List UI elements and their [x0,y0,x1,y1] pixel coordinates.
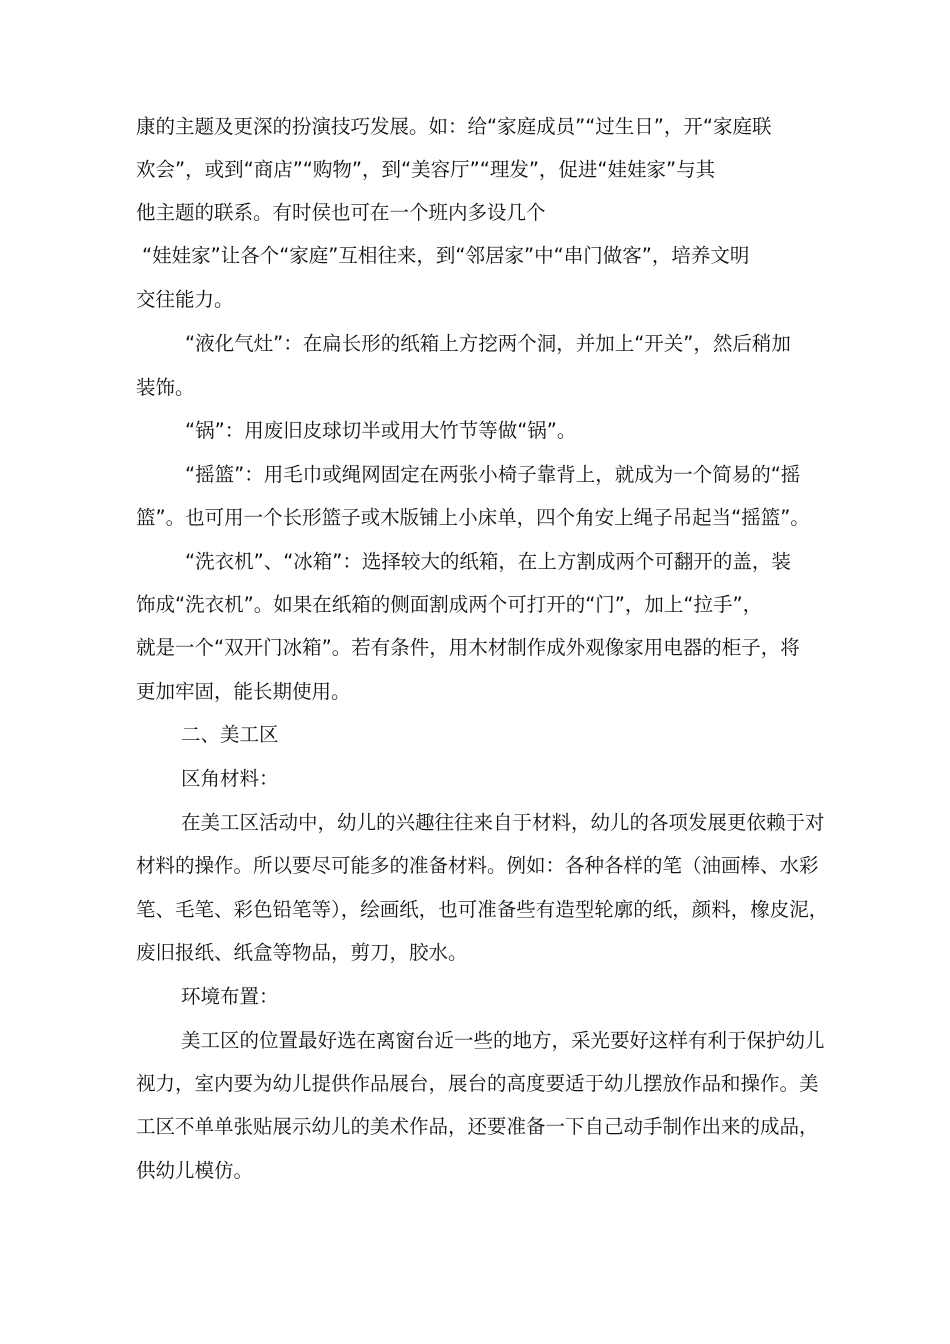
text-line: 交往能力。 [136,288,234,311]
text-line: “锅”：用废旧皮球切半或用大竹节等做“锅”。 [185,419,577,442]
text-line: “洗衣机”、“冰箱”：选择较大的纸箱，在上方割成两个可翻开的盖，装 [185,550,791,573]
text-line: 供幼儿模仿。 [136,1159,254,1182]
text-line: 工区不单单张贴展示幼儿的美术作品，还要准备一下自己动手制作出来的成品， [136,1115,819,1138]
text-line: 饰成“洗衣机”。如果在纸箱的侧面割成两个可打开的“门”，加上“拉手”， [136,593,763,616]
text-line: 他主题的联系。有时侯也可在一个班内多设几个 [136,201,546,224]
text-line: 欢会”，或到“商店”“购物”，到“美容厅”“理发”，促进“娃娃家”与其 [136,158,716,181]
text-line: 就是一个“双开门冰箱”。若有条件，用木材制作成外观像家用电器的柜子，将 [136,636,800,659]
text-line: 装饰。 [136,376,195,399]
text-line: 康的主题及更深的扮演技巧发展。如：给“家庭成员”“过生日”，开“家庭联 [136,115,772,138]
text-line: 在美工区活动中，幼儿的兴趣往往来自于材料，幼儿的各项发展更依赖于对 [181,811,825,834]
text-line: “娃娃家”让各个“家庭”互相往来，到“邻居家”中“串门做客”，培养文明 [142,244,750,267]
subheading: 区角材料： [181,767,279,790]
subheading: 环境布置： [181,985,279,1008]
text-line: 材料的操作。所以要尽可能多的准备材料。例如：各种各样的笔（油画棒、水彩 [136,854,819,877]
text-line: 废旧报纸、纸盒等物品，剪刀，胶水。 [136,941,468,964]
text-line: 更加牢固，能长期使用。 [136,680,351,703]
section-heading: 二、美工区 [181,723,279,746]
text-line: 视力，室内要为幼儿提供作品展台，展台的高度要适于幼儿摆放作品和操作。美 [136,1072,819,1095]
text-line: 美工区的位置最好选在离窗台近一些的地方，采光要好这样有利于保护幼儿 [181,1029,825,1052]
text-line: “液化气灶”：在扁长形的纸箱上方挖两个洞，并加上“开关”，然后稍加 [185,332,791,355]
text-line: “摇篮”：用毛巾或绳网固定在两张小椅子靠背上，就成为一个简易的“摇 [185,463,801,486]
text-line: 篮”。也可用一个长形篮子或木版铺上小床单，四个角安上绳子吊起当“摇篮”。 [136,506,810,529]
text-line: 笔、毛笔、彩色铅笔等），绘画纸，也可准备些有造型轮廓的纸，颜料，橡皮泥， [136,898,829,921]
